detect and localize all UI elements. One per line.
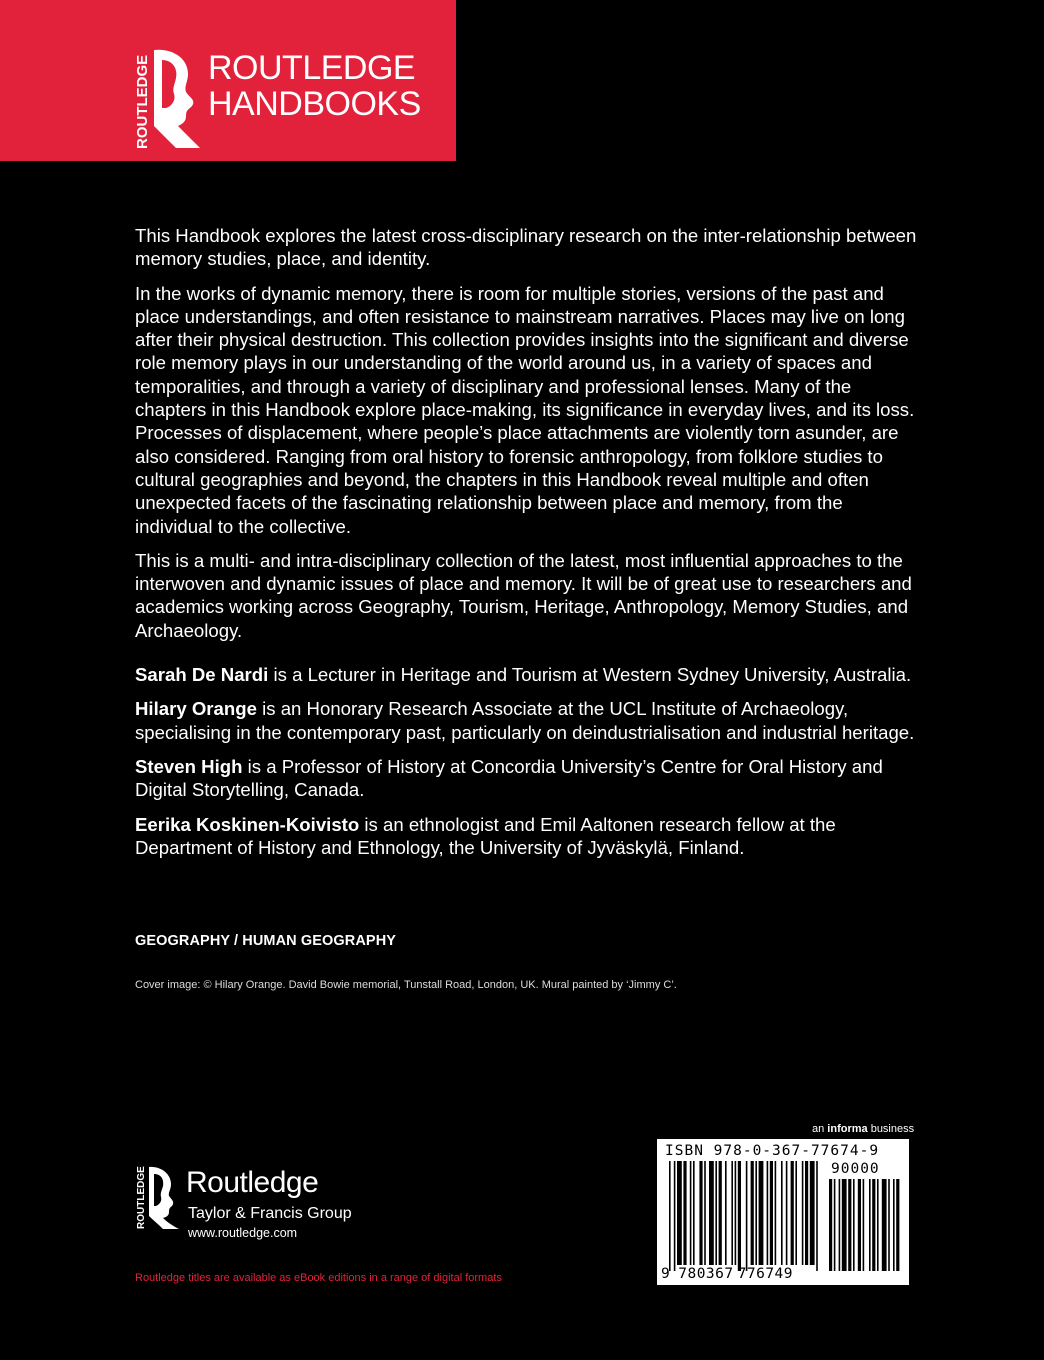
blurb-paragraph-2: In the works of dynamic memory, there is room for multiple stories, versions of the past and place understandings, and often resistance to mainstream narratives. Places may live on long after their physical destruction. This collection provides insights into the significant and diverse role memory plays in our understanding of the world around us, in a variety of spaces and temporalities, and through a variety of disciplinary and professional lenses. Many of the chapters in this Handbook explore place-making, its significance in everyday lives, and its loss. Processes of displacement, where people’s place attachments are violently torn asunder, are also considered. Ranging from oral history to forensic anthropology, from folklore studies to cultural geographies and beyond, the chapters in this Handbook reveal multiple and often unexpected facets of the fascinating relationship between place and memory, from the individual to the collective. bbox=[135, 282, 915, 537]
barcode-addon-bar bbox=[842, 1179, 847, 1271]
informa-business-label bbox=[812, 1123, 914, 1135]
barcode-bar bbox=[715, 1161, 717, 1265]
editor-bio-text: is a Lecturer in Heritage and Tourism at Western Sydney University, Australia. bbox=[268, 664, 912, 686]
barcode-bar bbox=[738, 1161, 741, 1271]
cover-image-credit: Cover image: © Hilary Orange. David Bowie memorial, Tunstall Road, London, UK. Mural painted by ‘Jimmy C’. bbox=[135, 979, 677, 991]
barcode-bar bbox=[759, 1161, 764, 1265]
barcode-addon-bar bbox=[877, 1179, 879, 1271]
editor-bio-text: is an Honorary Research Associate at the UCL Institute of Archaeology, specialising in the contemporary past, particularly on deindustrialisation and industrial heritage. bbox=[135, 698, 915, 743]
barcode-addon-bar bbox=[829, 1179, 832, 1271]
editor-bio bbox=[135, 755, 925, 802]
barcode-bar bbox=[699, 1161, 702, 1265]
barcode-bar bbox=[805, 1161, 808, 1265]
barcode-addon-bar bbox=[858, 1179, 861, 1271]
barcode-bar bbox=[693, 1161, 695, 1265]
editor-bio bbox=[135, 697, 925, 744]
editor-bio-text: is an ethnologist and Emil Aaltonen research fellow at the Department of History and Ethnology, the University of Jyväskylä, Finland. bbox=[135, 813, 836, 858]
barcode-addon-bar bbox=[853, 1179, 855, 1271]
barcode-bar bbox=[746, 1161, 748, 1271]
barcode-bar bbox=[719, 1161, 722, 1265]
barcode-bar bbox=[731, 1161, 733, 1265]
barcode-bar bbox=[770, 1161, 773, 1265]
series-title-line2: HANDBOOKS bbox=[208, 85, 421, 123]
informa-prefix: an bbox=[812, 1123, 828, 1135]
series-title-line1: ROUTLEDGE bbox=[208, 49, 416, 87]
editor-bio bbox=[135, 813, 925, 860]
barcode-addon-bar bbox=[893, 1179, 895, 1271]
publisher-url: www.routledge.com bbox=[188, 1226, 298, 1240]
brand-logo-text: ROUTLEDGE bbox=[134, 54, 151, 149]
barcode-bar bbox=[816, 1161, 818, 1271]
ean-digits bbox=[661, 1266, 793, 1282]
blurb-paragraph-3: This is a multi- and intra-disciplinary collection of the latest, most influential approaches to the interwoven and dynamic issues of place and memory. It will be of great use to researchers and academics working across Geography, Tourism, Heritage, Anthropology, Memory Studies, and Archaeology. bbox=[135, 549, 912, 641]
editor-bio-text: is a Professor of History at Concordia University’s Centre for Oral History and Digital Storytelling, Canada. bbox=[135, 755, 883, 801]
blurb-paragraph-1: This Handbook explores the latest cross-disciplinary research on the inter-relationship between memory studies, place, and identity. bbox=[135, 225, 917, 270]
barcode-bar bbox=[786, 1161, 788, 1265]
informa-suffix: business bbox=[867, 1123, 915, 1135]
barcode-addon-bar bbox=[882, 1179, 887, 1271]
barcode-bar bbox=[755, 1161, 757, 1265]
barcode-bar bbox=[767, 1161, 769, 1265]
barcode-bar bbox=[781, 1161, 783, 1265]
barcode-addon-bar bbox=[872, 1179, 875, 1271]
barcode-bar bbox=[791, 1161, 794, 1265]
ean-first-digit: 9 bbox=[661, 1266, 671, 1282]
editor-name: Sarah De Nardi bbox=[135, 664, 269, 686]
ean-left-digits: 780367 bbox=[678, 1266, 734, 1282]
barcode-bar bbox=[802, 1161, 804, 1265]
barcode-bar bbox=[735, 1161, 737, 1265]
ebook-availability-note: Routledge titles are available as eBook editions in a range of digital formats bbox=[135, 1272, 502, 1284]
barcode-addon-bar bbox=[848, 1179, 851, 1271]
publisher-logo-text: ROUTLEDGE bbox=[136, 1166, 147, 1229]
barcode-bar bbox=[810, 1161, 815, 1265]
barcode-addon-bar bbox=[888, 1179, 890, 1271]
routledge-publisher-logo-icon bbox=[133, 1166, 181, 1230]
barcode-addon-bar bbox=[863, 1179, 865, 1271]
barcode-bar bbox=[690, 1161, 692, 1265]
editor-name: Eerika Koskinen-Koivisto bbox=[135, 813, 360, 835]
barcode-bar bbox=[795, 1161, 797, 1265]
barcode-addon-bar bbox=[839, 1179, 841, 1271]
series-brand-box bbox=[0, 0, 456, 161]
series-title bbox=[208, 50, 421, 122]
ean-right-digits: 776749 bbox=[737, 1266, 794, 1282]
barcode-bar bbox=[677, 1161, 682, 1265]
barcode-bar bbox=[751, 1161, 754, 1265]
isbn-barcode bbox=[657, 1139, 909, 1285]
editor-name: Steven High bbox=[135, 755, 243, 777]
barcode-addon-bar bbox=[896, 1179, 899, 1271]
editor-bio bbox=[135, 663, 925, 686]
isbn-label: ISBN 978-0-367-77674-9 bbox=[665, 1143, 880, 1159]
editor-name: Hilary Orange bbox=[135, 698, 257, 720]
publisher-name: Routledge bbox=[186, 1166, 319, 1199]
subject-category: GEOGRAPHY / HUMAN GEOGRAPHY bbox=[135, 933, 397, 949]
barcode-addon-bar bbox=[834, 1179, 836, 1271]
barcode-addon-bar bbox=[869, 1179, 871, 1271]
barcode-bar bbox=[674, 1161, 676, 1271]
publisher-group: Taylor & Francis Group bbox=[188, 1205, 352, 1222]
routledge-head-logo-icon bbox=[132, 48, 204, 150]
back-cover-text bbox=[135, 224, 925, 870]
price-code: 90000 bbox=[831, 1161, 880, 1177]
barcode-bar bbox=[683, 1161, 686, 1265]
barcode-bar bbox=[709, 1161, 714, 1265]
barcode-bar bbox=[725, 1161, 727, 1265]
barcode-bar bbox=[775, 1161, 777, 1265]
barcode-bar bbox=[704, 1161, 706, 1265]
informa-brand: informa bbox=[827, 1123, 868, 1135]
barcode-bar bbox=[669, 1161, 671, 1271]
